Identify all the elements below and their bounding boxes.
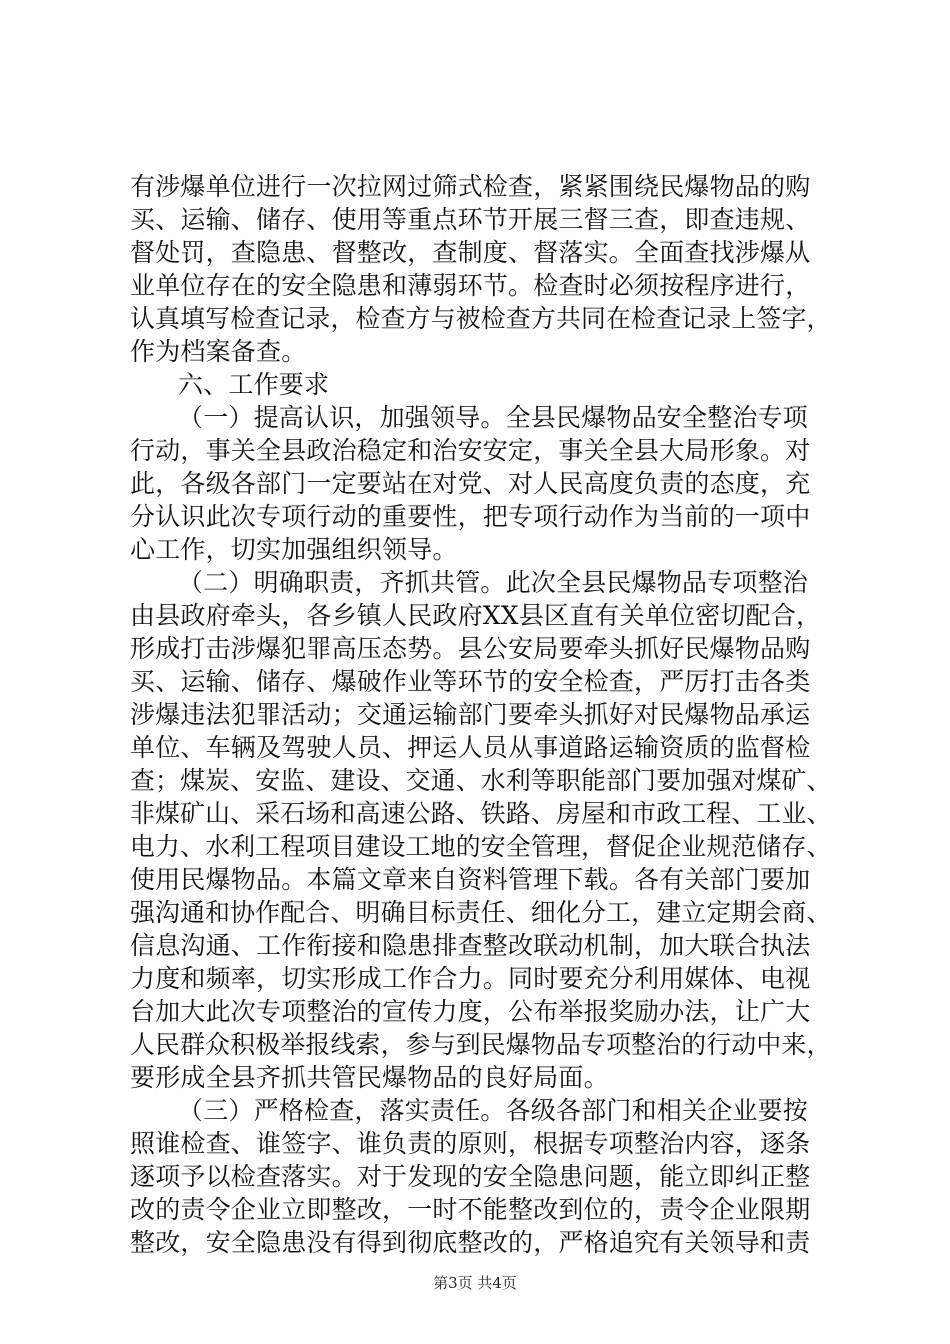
- text-line: 心工作，切实加强组织领导。: [130, 535, 458, 564]
- text-line: 行动，事关全县政治稳定和治安安定，事关全县大局形象。对: [130, 436, 811, 465]
- text-line: 涉爆违法犯罪活动；交通运输部门要牵头抓好对民爆物品承运: [130, 700, 811, 729]
- text-line: 买、运输、储存、使用等重点环节开展三督三查，即查违规、: [130, 205, 811, 234]
- text-line: 单位、车辆及驾驶人员、押运人员从事道路运输资质的监督检: [130, 733, 811, 762]
- text-line: 整改，安全隐患没有得到彻底整改的，严格追究有关领导和责: [130, 1228, 811, 1257]
- text-line: 使用民爆物品。本篇文章来自资料管理下载。各有关部门要加: [130, 865, 811, 894]
- text-line: 督处罚，查隐患、督整改，查制度、督落实。全面查找涉爆从: [130, 238, 811, 267]
- text-line: 逐项予以检查落实。对于发现的安全隐患问题，能立即纠正整: [130, 1162, 811, 1191]
- text-line: 分认识此次专项行动的重要性，把专项行动作为当前的一项中: [130, 502, 811, 531]
- text-line: （一）提高认识，加强领导。全县民爆物品安全整治专项: [178, 403, 809, 432]
- text-line: 形成打击涉爆犯罪高压态势。县公安局要牵头抓好民爆物品购: [130, 634, 811, 663]
- text-line: 买、运输、储存、爆破作业等环节的安全检查，严厉打击各类: [130, 667, 811, 696]
- text-line: 电力、水利工程项目建设工地的安全管理，督促企业规范储存、: [130, 832, 832, 861]
- text-line: 作为档案备查。: [130, 337, 307, 366]
- text-line: （二）明确职责，齐抓共管。此次全县民爆物品专项整治: [178, 568, 809, 597]
- text-line: 业单位存在的安全隐患和薄弱环节。检查时必须按程序进行，: [130, 271, 811, 300]
- text-line: （三）严格检查，落实责任。各级各部门和相关企业要按: [178, 1096, 809, 1125]
- text-line: 非煤矿山、采石场和高速公路、铁路、房屋和市政工程、工业、: [130, 799, 832, 828]
- text-line: 有涉爆单位进行一次拉网过筛式检查，紧紧围绕民爆物品的购: [130, 172, 811, 201]
- page-number-footer: 第3页 共4页: [433, 1274, 517, 1292]
- text-line: 此，各级各部门一定要站在对党、对人民高度负责的态度，充: [130, 469, 811, 498]
- text-line: 查；煤炭、安监、建设、交通、水利等职能部门要加强对煤矿、: [130, 766, 832, 795]
- text-line: 照谁检查、谁签字、谁负责的原则，根据专项整治内容，逐条: [130, 1129, 811, 1158]
- text-line: 人民群众积极举报线索，参与到民爆物品专项整治的行动中来，: [130, 1030, 832, 1059]
- text-line: 信息沟通、工作衔接和隐患排查整改联动机制，加大联合执法: [130, 931, 811, 960]
- text-line: 强沟通和协作配合、明确目标责任、细化分工，建立定期会商、: [130, 898, 832, 927]
- text-line: 由县政府牵头，各乡镇人民政府XX县区直有关单位密切配合，: [130, 601, 822, 630]
- text-line: 力度和频率，切实形成工作合力。同时要充分利用媒体、电视: [130, 964, 811, 993]
- section-heading: 六、工作要求: [178, 370, 330, 399]
- text-line: 要形成全县齐抓共管民爆物品的良好局面。: [130, 1063, 609, 1092]
- text-line: 台加大此次专项整治的宣传力度，公布举报奖励办法，让广大: [130, 997, 811, 1026]
- text-line: 认真填写检查记录，检查方与被检查方共同在检查记录上签字，: [130, 304, 832, 333]
- text-line: 改的责令企业立即整改，一时不能整改到位的，责令企业限期: [130, 1195, 811, 1224]
